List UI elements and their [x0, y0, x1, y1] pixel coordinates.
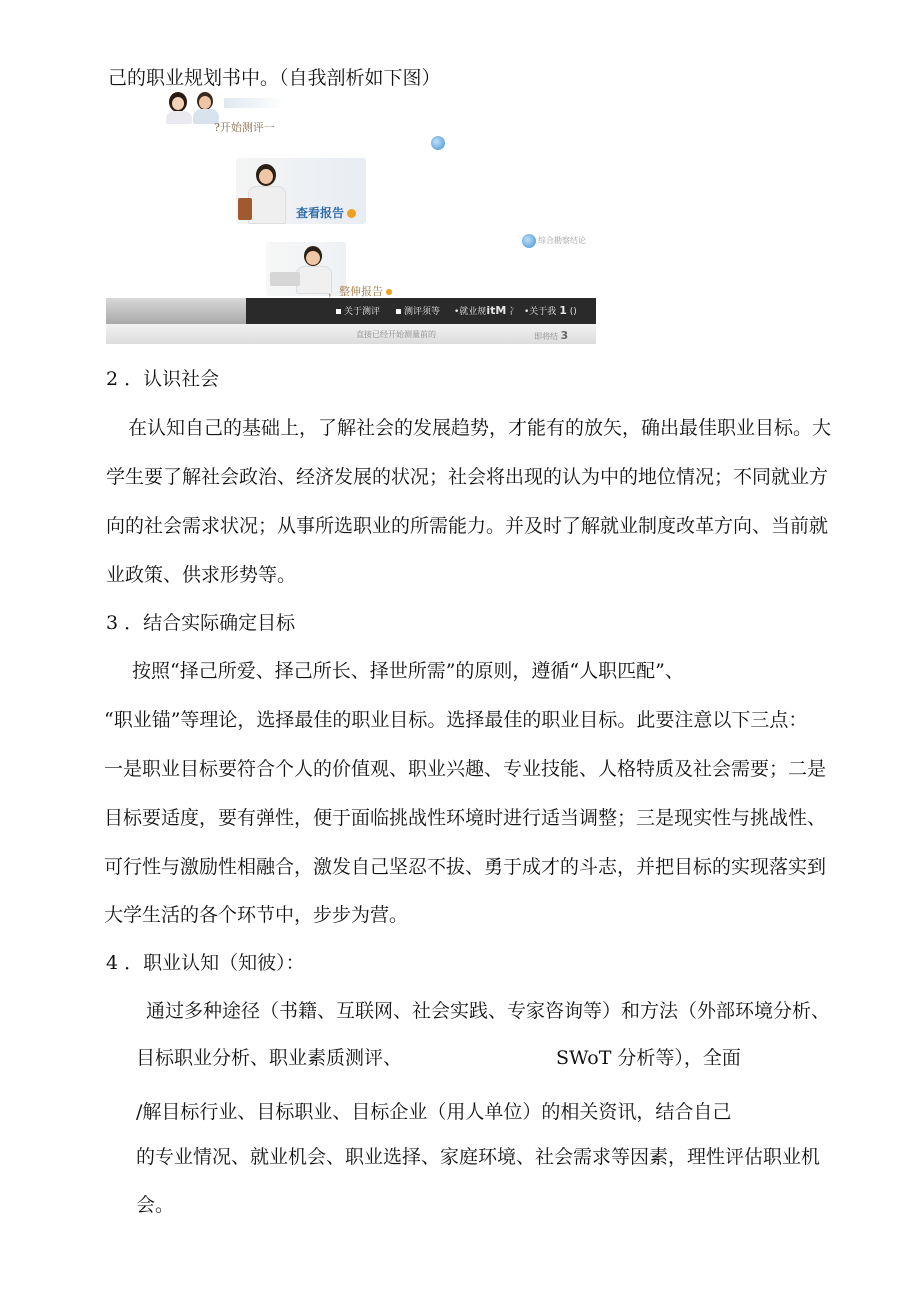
paragraph-line: 在认知自己的基础上，了解社会的发展趋势，才能有的放矢，确出最佳职业目标。大: [128, 417, 832, 439]
badge-caption: 综合勘察结论: [538, 236, 586, 245]
nav-item-about-us[interactable]: •关于我 1 (): [524, 304, 577, 317]
paragraph-line: 可行性与激励性相融合，激发自己坚忍不拔、勇于成才的斗志，并把目标的实现落实到: [104, 856, 827, 878]
badge-icon: [431, 136, 445, 150]
paragraph-line: 一是职业目标要符合个人的价值观、职业兴趣、专业技能、人格特质及社会需要；二是: [104, 758, 827, 780]
paragraph-line: 会。: [136, 1194, 175, 1216]
section-4-heading: 4 ．职业认知（知彼）：: [106, 952, 305, 974]
section-2-heading: 2 ．认识社会: [106, 368, 220, 390]
nav-item-about[interactable]: 关于测评: [336, 304, 380, 317]
badge-icon-2: [522, 234, 536, 248]
self-analysis-figure: [106, 92, 596, 344]
navigation-bar: [106, 298, 596, 324]
paragraph-line: 学生要了解社会政治、经济发展的状况；社会将出现的认为中的地位情况；不同就业方: [106, 466, 829, 488]
paragraph-line: SWoT 分析等），全面: [556, 1047, 741, 1069]
view-report-button[interactable]: 查看报告: [296, 204, 356, 221]
nav-item-career[interactable]: •就业规itM 冫: [454, 304, 519, 317]
paragraph-line: 目标职业分析、职业素质测评、: [136, 1047, 403, 1069]
paragraph-line: “职业锚”等理论，选择最佳的职业目标。选择最佳的职业目标。此要注意以下三点：: [104, 709, 808, 731]
intro-line: 己的职业规划书中。（自我剖析如下图）: [108, 67, 441, 89]
section-3-heading: 3 ．结合实际确定目标: [106, 612, 296, 634]
paragraph-line: 业政策、供求形势等。: [106, 564, 297, 586]
paragraph-line: /解目标行业、目标职业、目标企业（用人单位）的相关资讯，结合自己: [136, 1101, 732, 1123]
bottom-strip: 直接已经开始测量前的 即将结 3: [106, 324, 596, 344]
paragraph-line: 通过多种途径（书籍、互联网、社会实践、专家咨询等）和方法（外部环境分析、: [146, 1000, 831, 1022]
nav-item-notice[interactable]: 测评须等: [396, 304, 440, 317]
paragraph-line: 向的社会需求状况；从事所选职业的所需能力。并及时了解就业制度改革方向、当前就: [106, 515, 829, 537]
paragraph-line: 的专业情况、就业机会、职业选择、家庭环境、社会需求等因素，理性评估职业机: [136, 1146, 821, 1168]
paragraph-line: 大学生活的各个环节中，步步为营。: [104, 904, 409, 926]
paragraph-line: 按照“择己所爱、择己所长、择世所需”的原则，遵循“人职匹配”、: [132, 660, 684, 682]
start-assessment-label: ?开始测评一: [214, 121, 275, 134]
paragraph-line: 目标要适度，要有弹性，便于面临挑战性环境时进行适当调整；三是现实性与挑战性、: [104, 807, 827, 829]
full-report-label: ，整伸报告: [328, 283, 392, 299]
